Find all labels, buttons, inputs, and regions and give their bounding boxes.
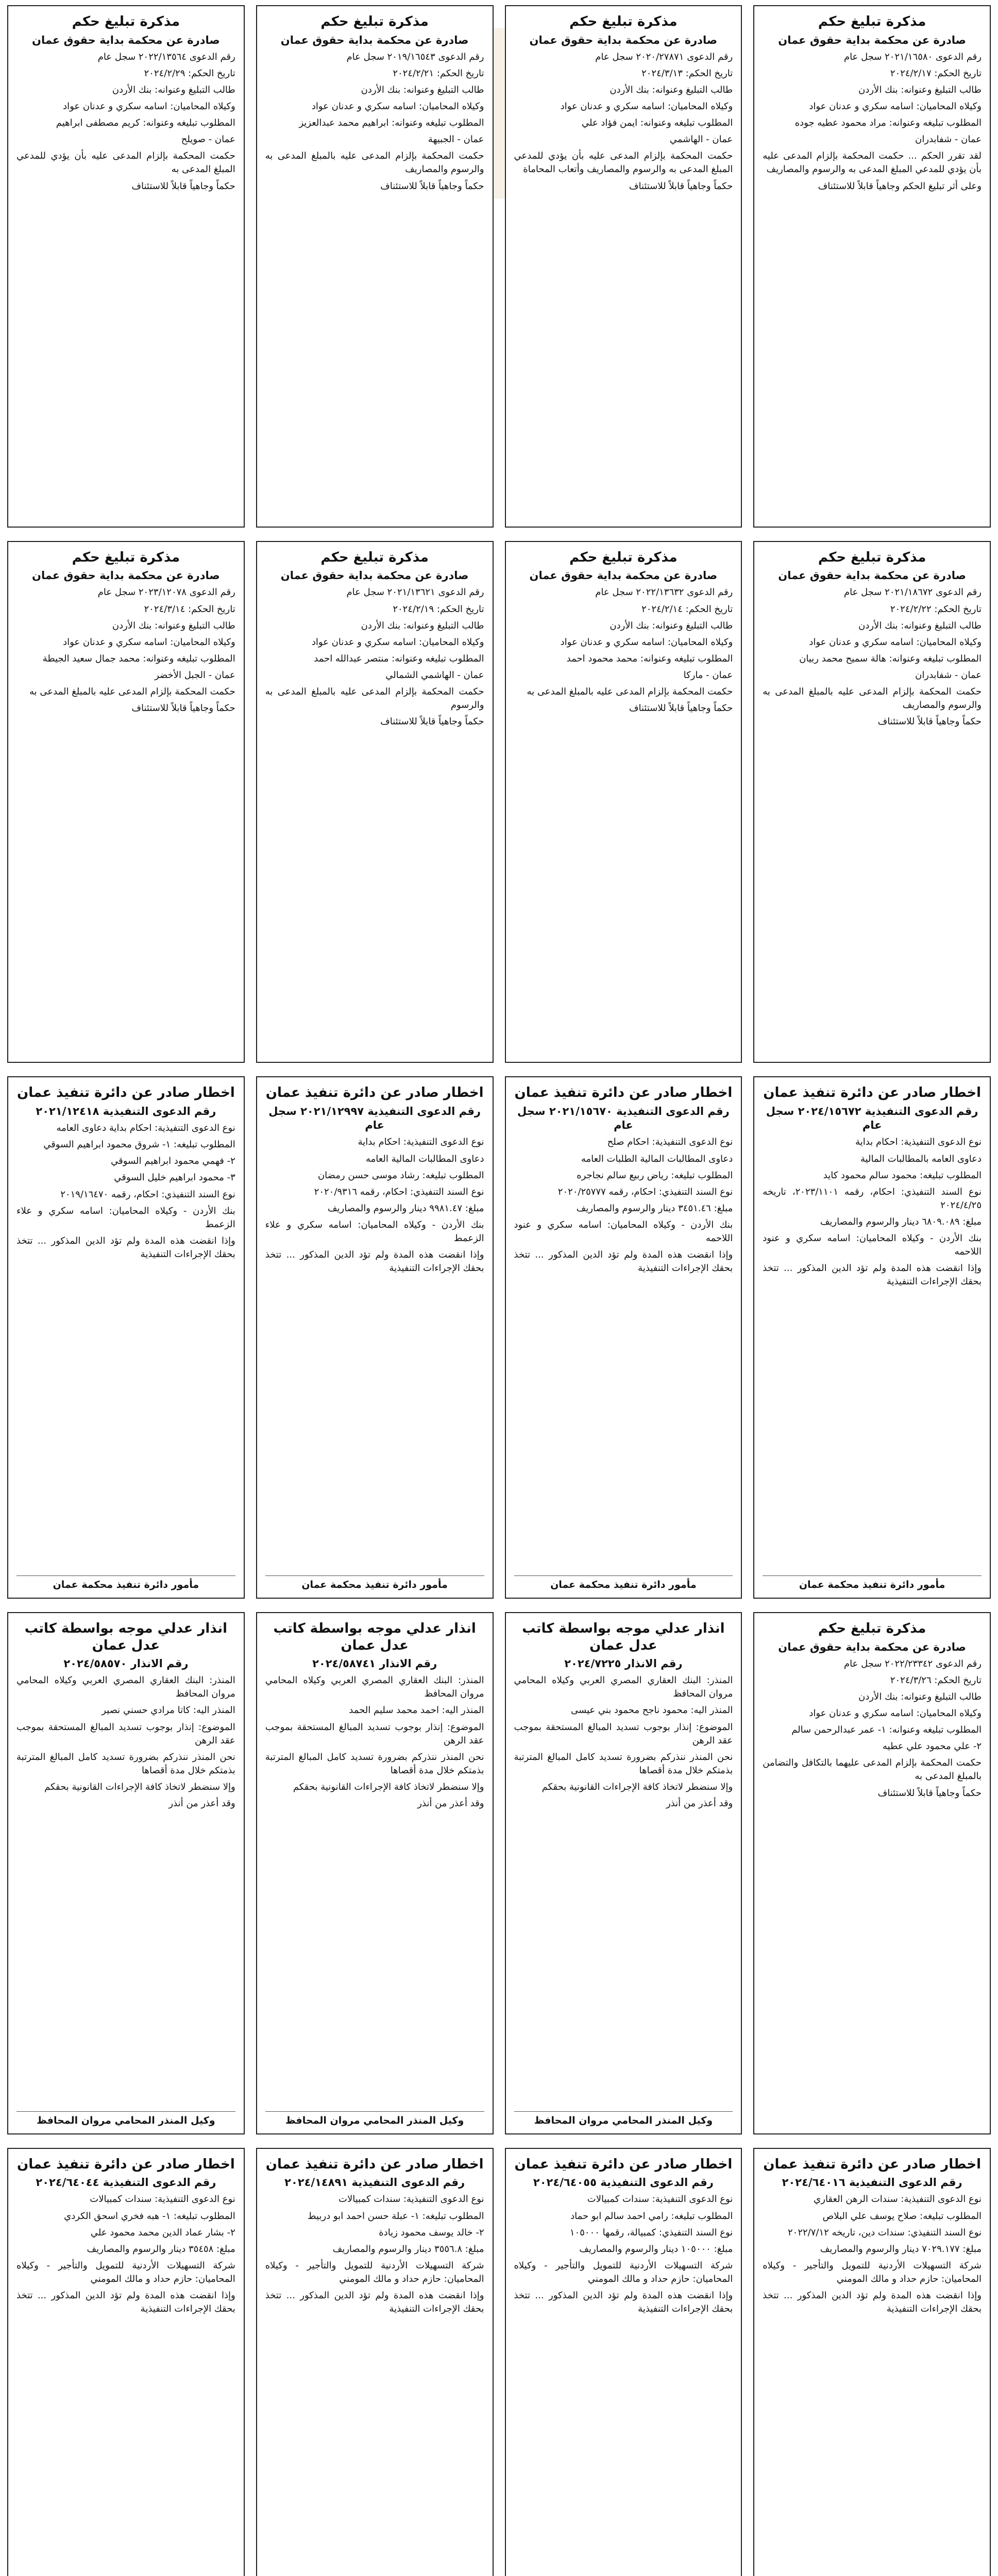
notice-title: انذار عدلي موجه بواسطة كاتب عدل عمان: [522, 1621, 725, 1653]
notice-line: نوع الدعوى التنفيذية: احكام بداية: [855, 1137, 982, 1148]
legal-notice: [505, 2148, 742, 2576]
notice-subtitle: صادرة عن محكمة بداية حقوق عمان: [778, 569, 966, 582]
notice-subtitle: رقم الدعوى التنفيذية ٢٠٢٤/٦٤٠٥٥: [533, 2176, 714, 2189]
notice-line: نوع السند التنفيذي: احكام، رقمه ٢٠٢٣/١١٠١، تاريخه ٢٠٢٤/٤/٢٥: [763, 1186, 982, 1211]
notice-line: وعلى أثر تبليغ الحكم وجاهياً قابلاً للاستئناف: [818, 180, 982, 192]
legal-notice: [753, 1612, 991, 2134]
notice-subtitle: رقم الانذار ٢٠٢٤/٧٢٢٥: [564, 1657, 683, 1670]
notice-line: نحن المنذر ننذركم بضرورة تسديد كامل المبالغ المترتبة بذمتكم خلال مدة أقصاها: [514, 1751, 733, 1776]
notice-line: دعاوى المطالبات المالية الطلبات العامه: [581, 1153, 733, 1164]
notice-line: حكماً وجاهياً قابلاً للاستئناف: [380, 180, 484, 192]
legal-notice: [753, 541, 991, 1063]
notice-line: طالب التبليغ وعنوانه: بنك الأردن: [858, 620, 982, 631]
notice-line: نوع الدعوى التنفيذية: احكام بداية دعاوى العامه: [56, 1123, 235, 1134]
notice-subtitle: رقم الدعوى التنفيذية ٢٠٢١/١٢٩٩٧ سجل عام: [268, 1105, 481, 1132]
notice-line: المطلوب تبليغه وعنوانه: ١- عمر عبدالرحمن سالم: [791, 1724, 982, 1736]
notice-line: نوع الدعوى التنفيذية: احكام صلح: [607, 1137, 733, 1148]
notice-line: المطلوب تبليغه: رشاد موسى حسن رمضان: [317, 1170, 484, 1181]
notice-title: اخطار صادر عن دائرة تنفيذ عمان: [514, 2156, 733, 2172]
notice-line: دعاوى العامه بالمطالبات المالية: [860, 1153, 982, 1164]
notice-signature: مأمور دائرة تنفيذ محكمة عمان: [16, 1575, 235, 1590]
notice-line: نوع السند التنفيذي: سندات دين، تاريخه ٢٠٢٢/٧/١٢: [787, 2227, 982, 2238]
notice-subtitle: صادرة عن محكمة بداية حقوق عمان: [32, 569, 220, 582]
notice-line: بنك الأردن - وكيلاه المحاميان: اسامه سكري و علاء الزعمط: [16, 1205, 235, 1230]
notice-line: حكمت المحكمة بإلزام المدعى عليه بالمبلغ المدعى به والرسوم والمصاريف: [763, 686, 982, 711]
notice-line: تاريخ الحكم: ٢٠٢٤/٢/١٧: [890, 67, 982, 79]
notice-line: عمان - الهاشمي الشمالي: [385, 669, 484, 681]
notice-line: وكيلاه المحاميان: اسامه سكري و عدنان عواد: [809, 636, 982, 648]
notice-line: شركة التسهيلات الأردنية للتمويل والتأجير - وكيلاه المحاميان: حازم حداد و مالك المومني: [265, 2260, 484, 2284]
notice-line: وإذا انقضت هذه المدة ولم تؤد الدين المذكور ... تتخذ بحقك الإجراءات التنفيذية: [514, 2290, 733, 2315]
notice-line: وكيلاه المحاميان: اسامه سكري و عدنان عواد: [311, 101, 484, 112]
notice-title: اخطار صادر عن دائرة تنفيذ عمان: [763, 2156, 981, 2172]
notice-line: حكماً وجاهياً قابلاً للاستئناف: [131, 180, 235, 192]
notice-line: الموضوع: إنذار بوجوب تسديد المبالغ المستحقة بموجب عقد الرهن: [514, 1721, 733, 1746]
notice-line: حكمت المحكمة بإلزام المدعى عليه بالمبلغ المدعى به: [29, 686, 235, 698]
notice-line: المطلوب تبليغه وعنوانه: هالة سميح محمد ربيان: [799, 653, 982, 664]
notice-line: رقم الدعوى ٢٠٢٣/١٢٠٧٨ سجل عام: [97, 587, 235, 598]
legal-notice: [256, 5, 494, 528]
notice-line: وإلا سنضطر لاتخاذ كافة الإجراءات القانونية بحقكم: [293, 1781, 484, 1792]
notice-line: المطلوب تبليغه وعنوانه: ايمن فؤاد علي: [581, 117, 733, 129]
notice-line: تاريخ الحكم: ٢٠٢٤/٢/١٩: [393, 603, 484, 615]
notice-subtitle: رقم الدعوى التنفيذية ٢٠٢٤/٦٤٠١٦: [782, 2176, 962, 2189]
notice-line: مبلغ: ٦٨٠٩.٠٨٩ دينار والرسوم والمصاريف: [820, 1216, 982, 1227]
notice-line: المطلوب تبليغه: صلاح يوسف علي البلاص: [822, 2210, 982, 2222]
notice-line: نحن المنذر ننذركم بضرورة تسديد كامل المبالغ المترتبة بذمتكم خلال مدة أقصاها: [265, 1751, 484, 1776]
notice-line: رقم الدعوى ٢٠٢١/١٦٥٨٠ سجل عام: [843, 51, 982, 62]
notice-line: حكماً وجاهياً قابلاً للاستئناف: [380, 716, 484, 727]
notice-line: نوع السند التنفيذي: احكام، رقمه ٢٠٢٠/٢٥٧٧٧: [557, 1186, 733, 1197]
notice-title: اخطار صادر عن دائرة تنفيذ عمان: [265, 1085, 484, 1101]
notice-line: حكمت المحكمة بإلزام المدعى عليهما بالتكافل والتضامن بالمبلغ المدعى به: [763, 1757, 982, 1782]
notice-line: مبلغ: ٩٩٨١.٤٧ دينار والرسوم والمصاريف: [327, 1202, 484, 1214]
notice-line: طالب التبليغ وعنوانه: بنك الأردن: [858, 1691, 982, 1702]
notice-line: المنذر: البنك العقاري المصري العربي وكيلاه المحامي مروان المحافظ: [16, 1675, 235, 1700]
notice-title: مذكرة تبليغ حكم: [72, 549, 180, 565]
notice-line: طالب التبليغ وعنوانه: بنك الأردن: [610, 84, 733, 95]
notice-title: مذكرة تبليغ حكم: [818, 14, 926, 29]
notice-line: نوع الدعوى التنفيذية: سندات الرهن العقاري: [814, 2194, 982, 2205]
notice-subtitle: صادرة عن محكمة بداية حقوق عمان: [32, 33, 220, 46]
notice-line: حكمت المحكمة بإلزام المدعى عليه بأن يؤدي للمدعي المبلغ المدعى به: [16, 150, 235, 175]
notice-line: وإلا سنضطر لاتخاذ كافة الإجراءات القانونية بحقكم: [44, 1781, 235, 1792]
notice-line: رقم الدعوى ٢٠٢١/١٣٦٢١ سجل عام: [346, 587, 484, 598]
notice-line: مبلغ: ١٠٥٠٠٠ دينار والرسوم والمصاريف: [579, 2243, 733, 2255]
notice-line: وإذا انقضت هذه المدة ولم تؤد الدين المذكور ... تتخذ بحقك الإجراءات التنفيذية: [265, 1249, 484, 1274]
notice-line: تاريخ الحكم: ٢٠٢٤/٢/٢٩: [144, 67, 235, 79]
legal-notice: [753, 2148, 991, 2576]
notice-line: طالب التبليغ وعنوانه: بنك الأردن: [858, 84, 982, 95]
notice-line: رقم الدعوى ٢٠٢٢/١٣٦٣٢ سجل عام: [595, 587, 733, 598]
notice-line: المنذر: البنك العقاري المصري العربي وكيلاه المحامي مروان المحافظ: [514, 1675, 733, 1700]
legal-notice: [7, 2148, 245, 2576]
legal-notice: [256, 2148, 494, 2576]
notice-title: مذكرة تبليغ حكم: [72, 14, 180, 29]
notice-subtitle: رقم الدعوى التنفيذية ٢٠٢٤/١٤٨٩١: [284, 2176, 465, 2189]
notice-line: نوع السند التنفيذي: احكام، رقمه ٢٠١٩/١٦٤٧٠: [60, 1189, 235, 1200]
notice-line: وكيلاه المحاميان: اسامه سكري و عدنان عواد: [809, 101, 982, 112]
notice-title: مذكرة تبليغ حكم: [818, 1621, 926, 1636]
notice-line: المنذر اليه: كاتا مرادي حسني نصير: [102, 1705, 235, 1716]
notice-title: مذكرة تبليغ حكم: [569, 14, 678, 29]
notice-line: المطلوب تبليغه وعنوانه: محمد محمود احمد: [566, 653, 733, 664]
notice-subtitle: رقم الدعوى التنفيذية ٢٠٢١/١٢٤١٨: [36, 1105, 216, 1117]
legal-notice: [505, 5, 742, 528]
notice-line: بنك الأردن - وكيلاه المحاميان: اسامه سكري و علاء الزعمط: [265, 1219, 484, 1244]
notice-line: تاريخ الحكم: ٢٠٢٤/٣/١٣: [641, 67, 733, 79]
notice-title: مذكرة تبليغ حكم: [320, 549, 429, 565]
notice-line: حكماً وجاهياً قابلاً للاستئناف: [629, 180, 733, 192]
notice-line: المطلوب تبليغه: ١- عبلة حسن احمد ابو دربيط: [307, 2210, 484, 2222]
notice-line: عمان - شفابدران: [915, 134, 982, 145]
notice-line: ٢- فهمي محمود ابراهيم السوقي: [111, 1156, 235, 1167]
notice-line: المطلوب تبليغه وعنوانه: كريم مصطفى ابراهيم: [56, 117, 235, 129]
notice-line: تاريخ الحكم: ٢٠٢٤/٣/٢٦: [890, 1674, 982, 1686]
notice-line: المطلوب تبليغه: رامي احمد سالم ابو حماد: [570, 2210, 733, 2222]
notice-line: الموضوع: إنذار بوجوب تسديد المبالغ المستحقة بموجب عقد الرهن: [265, 1721, 484, 1746]
notice-line: المنذر اليه: احمد محمد سليم الحمد: [349, 1705, 484, 1716]
notice-signature: وكيل المنذر المحامي مروان المحافظ: [16, 2111, 235, 2126]
notice-signature: مأمور دائرة تنفيذ محكمة عمان: [763, 1575, 982, 1590]
notice-line: تاريخ الحكم: ٢٠٢٤/٣/١٤: [144, 603, 235, 615]
notice-title: مذكرة تبليغ حكم: [569, 549, 678, 565]
notice-line: تاريخ الحكم: ٢٠٢٤/٢/٢٢: [890, 603, 982, 615]
notice-subtitle: صادرة عن محكمة بداية حقوق عمان: [280, 33, 469, 46]
notice-line: تاريخ الحكم: ٢٠٢٤/٢/١٤: [641, 603, 733, 615]
legal-notice: [753, 5, 991, 528]
notice-title: اخطار صادر عن دائرة تنفيذ عمان: [17, 2156, 235, 2172]
notice-line: المطلوب تبليغه: ١- شروق محمود ابراهيم السوقي: [43, 1139, 235, 1150]
legal-notice: [256, 541, 494, 1063]
notice-line: المطلوب تبليغه وعنوانه: محمد جمال سعيد الجيطة: [42, 653, 235, 664]
notice-line: وقد أعذر من أنذر: [417, 1798, 484, 1809]
notice-subtitle: رقم الدعوى التنفيذية ٢٠٢٤/٦٤٠٤٤: [36, 2176, 216, 2189]
notice-line: مبلغ: ٣٥٤٥٨ دينار والرسوم والمصاريف: [87, 2243, 235, 2255]
notice-line: حكمت المحكمة بإلزام المدعى عليه بأن يؤدي للمدعي المبلغ المدعى به والرسوم والمصاريف وأتعاب المحاماة: [514, 150, 733, 175]
notice-title: اخطار صادر عن دائرة تنفيذ عمان: [514, 1085, 733, 1101]
notice-line: بنك الأردن - وكيلاه المحاميان: اسامه سكري و عنود اللاحمه: [514, 1219, 733, 1244]
notice-line: حكمت المحكمة بإلزام المدعى عليه بالمبلغ المدعى به: [527, 686, 733, 698]
notice-line: حكمت المحكمة بإلزام المدعى عليه بالمبلغ المدعى به والرسوم: [265, 686, 484, 711]
notice-line: بنك الأردن - وكيلاه المحاميان: اسامه سكري و عنود اللاحمه: [763, 1232, 982, 1258]
notice-line: عمان - الجبيهة: [428, 134, 484, 145]
legal-notice: [505, 1076, 742, 1599]
notice-line: عمان - الجبل الأخضر: [155, 669, 235, 681]
notice-line: نوع الدعوى التنفيذية: سندات كمبيالات: [90, 2194, 235, 2205]
legal-notice: [753, 1076, 991, 1599]
notice-line: شركة التسهيلات الأردنية للتمويل والتأجير - وكيلاه المحاميان: حازم حداد و مالك المومني: [16, 2260, 235, 2284]
notice-line: مبلغ: ٧٠٢٩.١٧٧ دينار والرسوم والمصاريف: [820, 2243, 982, 2255]
notice-line: نوع الدعوى التنفيذية: سندات كمبيالات: [587, 2194, 733, 2205]
notice-line: عمان - ماركا: [683, 669, 733, 681]
legal-notice: [256, 1612, 494, 2134]
notice-title: اخطار صادر عن دائرة تنفيذ عمان: [265, 2156, 484, 2172]
notice-line: وإذا انقضت هذه المدة ولم تؤد الدين المذكور ... تتخذ بحقك الإجراءات التنفيذية: [763, 2290, 982, 2315]
notice-line: نوع السند التنفيذي: احكام، رقمه ٢٠٢٠/٩٣١٦: [314, 1186, 484, 1197]
notice-line: رقم الدعوى ٢٠٢٢/٢٣٣٤٢ سجل عام: [843, 1658, 982, 1669]
notice-line: ٣- محمود ابراهيم خليل السوقي: [114, 1172, 235, 1183]
notice-title: مذكرة تبليغ حكم: [320, 14, 429, 29]
notice-line: المنذر اليه: محمود ناجح محمود بني عيسى: [570, 1705, 733, 1716]
notice-line: المطلوب تبليغه: محمود سالم محمود كايد: [823, 1170, 982, 1181]
notice-line: دعاوى المطالبات المالية العامه: [365, 1153, 484, 1164]
notice-line: طالب التبليغ وعنوانه: بنك الأردن: [112, 620, 235, 631]
notice-title: انذار عدلي موجه بواسطة كاتب عدل عمان: [273, 1621, 476, 1653]
legal-notice: [7, 5, 245, 528]
notice-line: وقد أعذر من أنذر: [666, 1798, 733, 1809]
notice-line: وإذا انقضت هذه المدة ولم تؤد الدين المذكور ... تتخذ بحقك الإجراءات التنفيذية: [16, 1235, 235, 1260]
notice-line: مبلغ: ٣٤٥١.٤٦ دينار والرسوم والمصاريف: [576, 1202, 733, 1214]
notice-line: نوع الدعوى التنفيذية: احكام بداية: [358, 1137, 484, 1148]
notice-subtitle: رقم الانذار ٢٠٢٤/٥٨٥٧٠: [63, 1657, 189, 1670]
notice-signature: مأمور دائرة تنفيذ محكمة عمان: [265, 1575, 484, 1590]
notice-line: المطلوب تبليغه: رياض ربيع سالم نجاجره: [577, 1170, 733, 1181]
notice-line: رقم الدعوى ٢٠١٩/١٦٥٤٣ سجل عام: [346, 51, 484, 62]
notice-line: وإلا سنضطر لاتخاذ كافة الإجراءات القانونية بحقكم: [542, 1781, 733, 1792]
notice-line: لقد تقرر الحكم ... حكمت المحكمة بإلزام المدعى عليه بأن يؤدي للمدعي المبلغ المدعى به والرسوم والمصاريف: [763, 150, 982, 175]
notice-line: مبلغ: ٣٥٥٦.٨ دينار والرسوم والمصاريف: [332, 2243, 484, 2255]
notice-line: عمان - الهاشمي: [669, 134, 733, 145]
notice-line: وإذا انقضت هذه المدة ولم تؤد الدين المذكور ... تتخذ بحقك الإجراءات التنفيذية: [763, 1263, 982, 1287]
notice-line: حكماً وجاهياً قابلاً للاستئناف: [877, 1787, 982, 1799]
notice-line: وكيلاه المحاميان: اسامه سكري و عدنان عواد: [560, 101, 733, 112]
notice-line: طالب التبليغ وعنوانه: بنك الأردن: [112, 84, 235, 95]
notice-line: المطلوب تبليغه وعنوانه: مراد محمود عطيه جوده: [794, 117, 982, 129]
notice-line: وإذا انقضت هذه المدة ولم تؤد الدين المذكور ... تتخذ بحقك الإجراءات التنفيذية: [265, 2290, 484, 2315]
notice-line: ٢- بشار عماد الدين محمد محمود علي: [90, 2227, 235, 2238]
legal-notice: [7, 1076, 245, 1599]
notice-subtitle: رقم الدعوى التنفيذية ٢٠٢٤/١٥٦٧٢ سجل عام: [766, 1105, 978, 1132]
legal-notice: [7, 541, 245, 1063]
notice-title: مذكرة تبليغ حكم: [818, 549, 926, 565]
notice-line: وكيلاه المحاميان: اسامه سكري و عدنان عواد: [63, 101, 235, 112]
notice-line: حكماً وجاهياً قابلاً للاستئناف: [629, 703, 733, 714]
notice-line: رقم الدعوى ٢٠٢٠/٢٧٨٧١ سجل عام: [595, 51, 733, 62]
notice-line: وقد أعذر من أنذر: [168, 1798, 235, 1809]
notice-line: رقم الدعوى ٢٠٢٢/١٣٥٦٤ سجل عام: [97, 51, 235, 62]
notice-line: عمان - صويلح: [181, 134, 235, 145]
notice-line: طالب التبليغ وعنوانه: بنك الأردن: [361, 620, 484, 631]
notice-line: المطلوب تبليغه وعنوانه: منتصر عبدالله احمد: [314, 653, 484, 664]
notice-line: حكماً وجاهياً قابلاً للاستئناف: [877, 716, 982, 727]
notice-line: المطلوب تبليغه: ١- هبه فخري اسحق الكردي: [64, 2210, 235, 2222]
notice-line: وإذا انقضت هذه المدة ولم تؤد الدين المذكور ... تتخذ بحقك الإجراءات التنفيذية: [514, 1249, 733, 1274]
notice-line: نوع الدعوى التنفيذية: سندات كمبيالات: [339, 2194, 484, 2205]
notice-line: طالب التبليغ وعنوانه: بنك الأردن: [610, 620, 733, 631]
notice-line: حكمت المحكمة بإلزام المدعى عليه بالمبلغ المدعى به والرسوم والمصاريف: [265, 150, 484, 175]
notice-line: حكماً وجاهياً قابلاً للاستئناف: [131, 703, 235, 714]
legal-notice: [505, 1612, 742, 2134]
notice-line: عمان - شفابدران: [915, 669, 982, 681]
notice-line: المنذر: البنك العقاري المصري العربي وكيلاه المحامي مروان المحافظ: [265, 1675, 484, 1700]
notice-line: المطلوب تبليغه وعنوانه: ابراهيم محمد عبدالعزيز: [299, 117, 484, 129]
notice-title: اخطار صادر عن دائرة تنفيذ عمان: [17, 1085, 235, 1101]
notice-line: نوع السند التنفيذي: كمبيالة، رقمها ١٠٥٠٠٠: [569, 2227, 733, 2238]
notice-line: الموضوع: إنذار بوجوب تسديد المبالغ المستحقة بموجب عقد الرهن: [16, 1721, 235, 1746]
notice-subtitle: رقم الانذار ٢٠٢٤/٥٨٧٤١: [312, 1657, 437, 1670]
notice-line: شركة التسهيلات الأردنية للتمويل والتأجير - وكيلاه المحاميان: حازم حداد و مالك المومني: [763, 2260, 982, 2284]
notice-subtitle: صادرة عن محكمة بداية حقوق عمان: [280, 569, 469, 582]
notice-subtitle: صادرة عن محكمة بداية حقوق عمان: [778, 1640, 966, 1653]
notice-subtitle: صادرة عن محكمة بداية حقوق عمان: [529, 569, 718, 582]
legal-notice: [505, 541, 742, 1063]
notice-subtitle: رقم الدعوى التنفيذية ٢٠٢١/١٥٦٧٠ سجل عام: [517, 1105, 730, 1132]
notice-subtitle: صادرة عن محكمة بداية حقوق عمان: [529, 33, 718, 46]
notice-line: رقم الدعوى ٢٠٢١/١٨٦٧٢ سجل عام: [843, 587, 982, 598]
notice-line: وإذا انقضت هذه المدة ولم تؤد الدين المذكور ... تتخذ بحقك الإجراءات التنفيذية: [16, 2290, 235, 2315]
notice-line: تاريخ الحكم: ٢٠٢٤/٢/٢١: [393, 67, 484, 79]
legal-notice: [256, 1076, 494, 1599]
notice-subtitle: صادرة عن محكمة بداية حقوق عمان: [778, 33, 966, 46]
notice-line: وكيلاه المحاميان: اسامه سكري و عدنان عواد: [63, 636, 235, 648]
notice-signature: مأمور دائرة تنفيذ محكمة عمان: [514, 1575, 733, 1590]
notice-line: ٢- خالد يوسف محمود زيادة: [379, 2227, 484, 2238]
notice-line: طالب التبليغ وعنوانه: بنك الأردن: [361, 84, 484, 95]
legal-notice: [7, 1612, 245, 2134]
notice-line: وكيلاه المحاميان: اسامه سكري و عدنان عواد: [311, 636, 484, 648]
notice-title: اخطار صادر عن دائرة تنفيذ عمان: [763, 1085, 981, 1101]
notice-line: وكيلاه المحاميان: اسامه سكري و عدنان عواد: [560, 636, 733, 648]
notice-line: شركة التسهيلات الأردنية للتمويل والتأجير - وكيلاه المحاميان: حازم حداد و مالك المومني: [514, 2260, 733, 2284]
notice-line: وكيلاه المحاميان: اسامه سكري و عدنان عواد: [809, 1708, 982, 1719]
notice-signature: وكيل المنذر المحامي مروان المحافظ: [265, 2111, 484, 2126]
notice-title: انذار عدلي موجه بواسطة كاتب عدل عمان: [24, 1621, 228, 1653]
notice-line: ٢- علي محمود علي عطيه: [882, 1741, 982, 1752]
notice-signature: وكيل المنذر المحامي مروان المحافظ: [514, 2111, 733, 2126]
notices-grid: [7, 5, 991, 2576]
notice-line: نحن المنذر ننذركم بضرورة تسديد كامل المبالغ المترتبة بذمتكم خلال مدة أقصاها: [16, 1751, 235, 1776]
